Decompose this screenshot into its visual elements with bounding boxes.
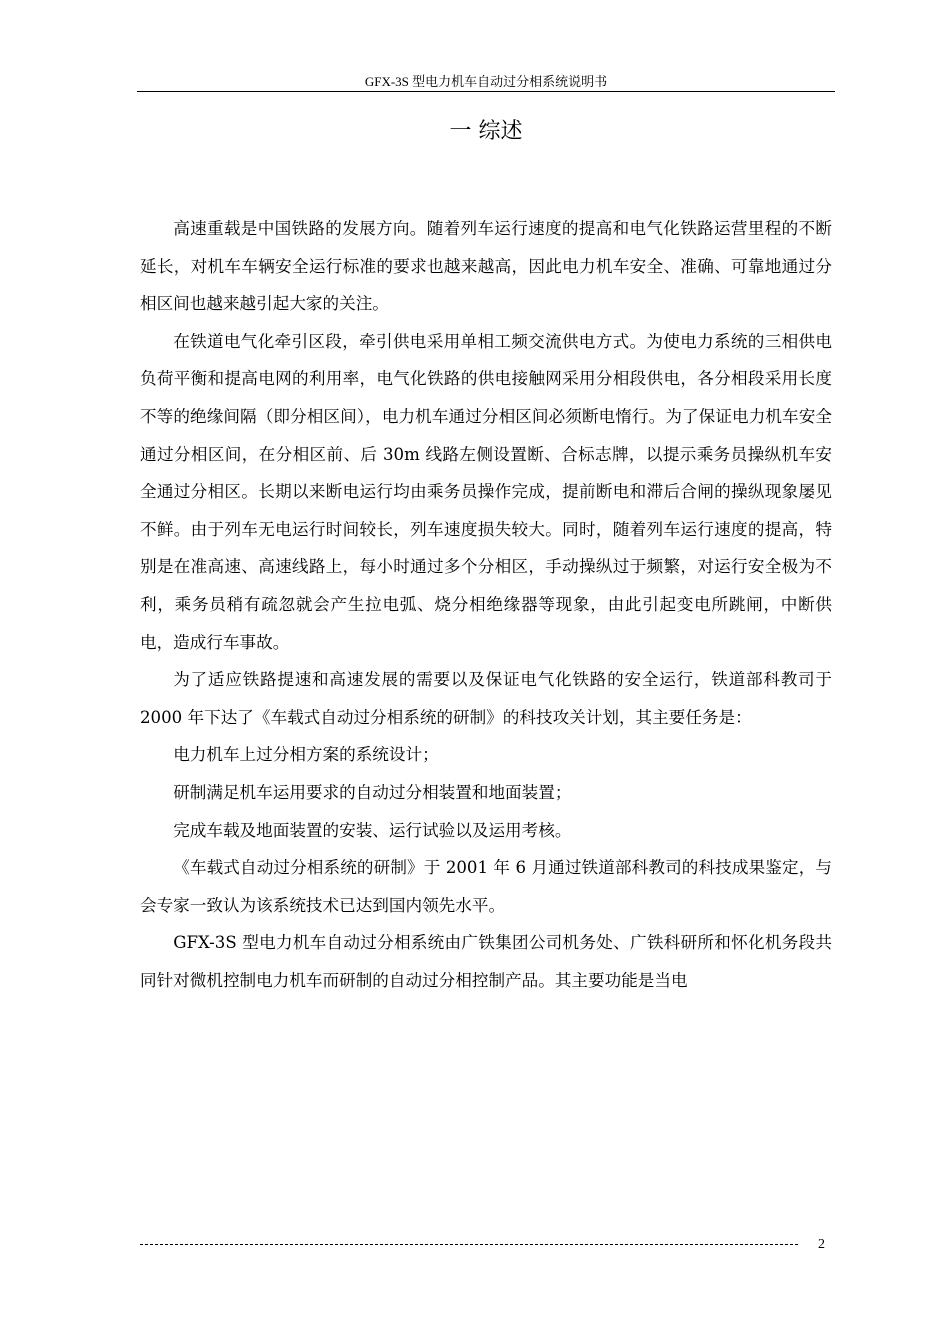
list-item: 电力机车上过分相方案的系统设计；	[173, 745, 439, 765]
section-title: 一 综述	[449, 119, 523, 144]
paragraph: 在铁道电气化牵引区段，牵引供电采用单相工频交流供电方式。为使电力系统的三相供电负荷平衡和提高电网的利用率，电气化铁路的供电接触网采用分相段供电，各分相段采用长度不等的绝缘间隔（即分相区间），电力机车通过分相区间必须断电惰行。为了保证电力机车安全通过分相区间，在分相区前、后 30m 线路左侧设置断、合标志牌，以提示乘务员操纵机车安全通过分相区。长期以来断电运行均由乘务员操作完成，提前断电和滞后合闸的操纵现象屡见不鲜。由于列车无电运行时间较长，列车速度损失较大。同时，随着列车运行速度的提高，特别是在准高速、高速线路上，每小时通过多个分相区，手动操纵过于频繁，对运行安全极为不利，乘务员稍有疏忽就会产生拉电弧、烧分相绝缘器等现象，由此引起变电所跳闸，中断供电，造成行车事故。	[140, 331, 832, 652]
list-item: 完成车载及地面装置的安装、运行试验以及运用考核。	[173, 820, 572, 840]
page-number: 2	[818, 1237, 825, 1252]
header-rule	[137, 91, 835, 92]
body-text	[140, 210, 832, 999]
running-header: GFX-3S 型电力机车自动过分相系统说明书	[364, 74, 608, 89]
list-item: 研制满足机车运用要求的自动过分相装置和地面装置；	[173, 782, 572, 802]
paragraph: 为了适应铁路提速和高速发展的需要以及保证电气化铁路的安全运行，铁道部科教司于 2000 年下达了《车载式自动过分相系统的研制》的科技攻关计划，其主要任务是：	[140, 670, 832, 727]
footer-dashed-rule	[140, 1244, 798, 1245]
paragraph: 《车载式自动过分相系统的研制》于 2001 年 6 月通过铁道部科教司的科技成果鉴定，与会专家一致认为该系统技术已达到国内领先水平。	[140, 858, 832, 915]
paragraph: 高速重载是中国铁路的发展方向。随着列车运行速度的提高和电气化铁路运营里程的不断延长，对机车车辆安全运行标准的要求也越来越高，因此电力机车安全、准确、可靠地通过分相区间也越来越引起大家的关注。	[140, 219, 832, 314]
paragraph: GFX-3S 型电力机车自动过分相系统由广铁集团公司机务处、广铁科研所和怀化机务段共同针对微机控制电力机车而研制的自动过分相控制产品。其主要功能是当电	[140, 933, 832, 990]
